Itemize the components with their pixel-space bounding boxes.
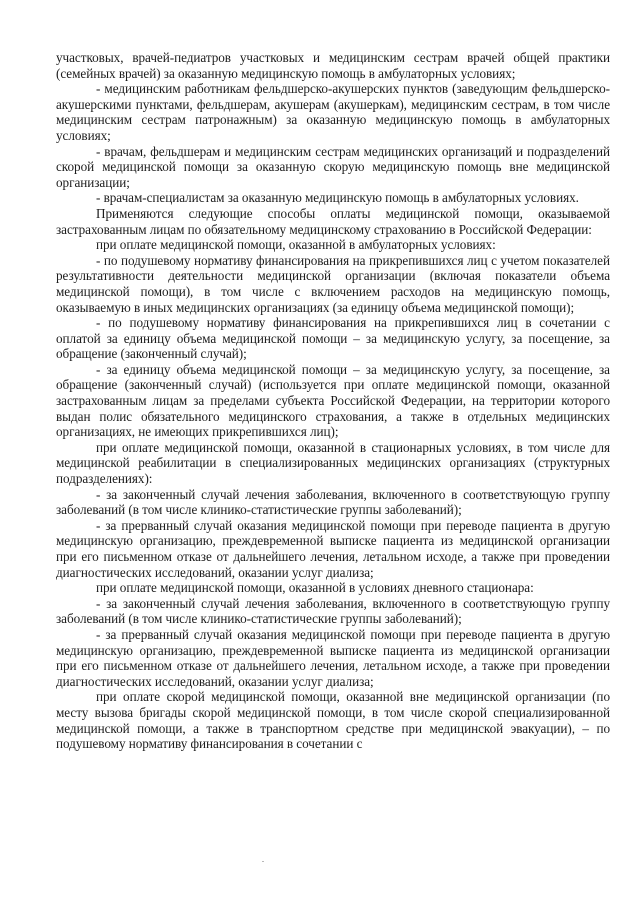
paragraph: - за единицу объема медицинской помощи – за медицинскую услугу, за посещение, за обращение (законченный случай) (используется при оплате медицинской помощи, оказанной застрахованным лицам за пределами субъекта Российской Федерации, на территории которого выдан полис обязательного медицинского страхования, а также в отдельных медицинских организациях, не имеющих прикрепившихся лиц); <box>56 361 610 440</box>
paragraph: при оплате медицинской помощи, оказанной в амбулаторных условиях: <box>96 237 496 253</box>
paragraph: при оплате медицинской помощи, оказанной в условиях дневного стационара: <box>96 580 534 596</box>
paragraph: - по подушевому нормативу финансирования на прикрепившихся лиц с учетом показателей результативности деятельности медицинской организации (включая показатели объема медицинской помощи), в том числе с включением расходов на медицинскую помощь, оказываемую в иных медицинских организациях (за единицу объема медицинской помощи); <box>56 252 610 315</box>
paragraph: Применяются следующие способы оплаты медицинской помощи, оказываемой застрахованным лицам по обязательному медицинскому страхованию в Российской Федерации: <box>56 205 610 237</box>
paragraph: - по подушевому нормативу финансирования на прикрепившихся лиц в сочетании с оплатой за единицу объема медицинской помощи – за медицинскую услугу, за посещение, за обращение (законченный случай); <box>56 315 610 362</box>
paragraph: - за законченный случай лечения заболевания, включенного в соответствующую группу заболеваний (в том числе клинико-статистические группы заболеваний); <box>56 595 610 627</box>
document-body <box>56 50 610 752</box>
paragraph: - врачам, фельдшерам и медицинским сестрам медицинских организаций и подразделений скорой медицинской помощи за оказанную скорую медицинскую помощь вне медицинской организации; <box>56 143 610 190</box>
paragraph: - врачам-специалистам за оказанную медицинскую помощь в амбулаторных условиях. <box>96 190 579 206</box>
paragraph: - за прерванный случай оказания медицинской помощи при переводе пациента в другую медицинскую организацию, преждевременной выписке пациента из медицинской организации при его письменном отказе от дальнейшего лечения, летальном исходе, а также при проведении диагностических исследований, оказании услуг диализа; <box>56 626 610 689</box>
paragraph: - медицинским работникам фельдшерско-акушерских пунктов (заведующим фельдшерско-акушерскими пунктами, фельдшерам, акушерам (акушеркам), медицинским сестрам, в том числе медицинским сестрам патронажным) за оказанную медицинскую помощь в амбулаторных условиях; <box>56 81 610 143</box>
paragraph: - за прерванный случай оказания медицинской помощи при переводе пациента в другую медицинскую организацию, преждевременной выписке пациента из медицинской организации при его письменном отказе от дальнейшего лечения, летальном исходе, а также при проведении диагностических исследований, оказании услуг диализа; <box>56 517 610 580</box>
scan-speck <box>262 861 264 862</box>
paragraph: при оплате медицинской помощи, оказанной в стационарных условиях, в том числе для медицинской реабилитации в специализированных медицинских организациях (структурных подразделениях): <box>56 439 610 487</box>
paragraph: при оплате скорой медицинской помощи, оказанной вне медицинской организации (по месту вызова бригады скорой медицинской помощи, в том числе скорой специализированной медицинской помощи, а также в транспортном средстве при медицинской эвакуации), – по подушевому нормативу финансирования в сочетании с <box>56 689 610 752</box>
paragraph: участковых, врачей-педиатров участковых и медицинским сестрам врачей общей практики (семейных врачей) за оказанную медицинскую помощь в амбулаторных условиях; <box>56 50 610 81</box>
paragraph: - за законченный случай лечения заболевания, включенного в соответствующую группу заболеваний (в том числе клинико-статистические группы заболеваний); <box>56 486 610 518</box>
